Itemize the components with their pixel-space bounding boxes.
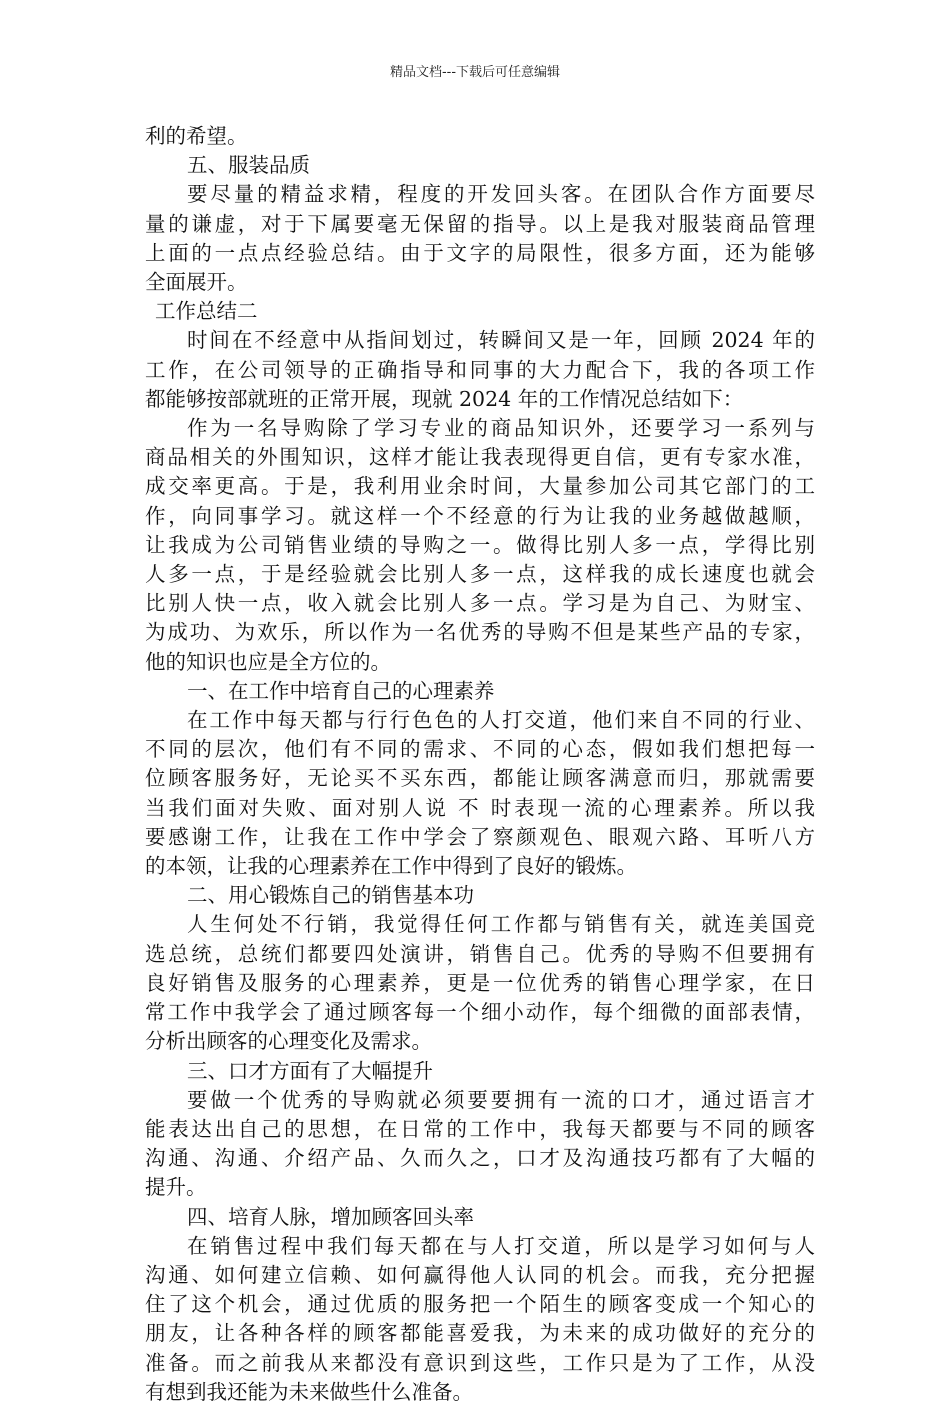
text-line: 四、培育人脉，增加顾客回头率 — [187, 1204, 474, 1229]
text-line: 让我成为公司销售业绩的导购之一。做得比别人多一点，学得比别 — [145, 532, 815, 557]
text-line: 为成功、为欢乐，所以作为一名优秀的导购不但是某些产品的专家， — [145, 620, 815, 645]
document-body — [145, 122, 815, 1407]
text-line: 量的谦虚，对于下属要毫无保留的指导。以上是我对服装商品管理 — [145, 211, 815, 236]
text-line: 人多一点，于是经验就会比别人多一点，这样我的成长速度也就会 — [145, 562, 815, 587]
text-line: 在销售过程中我们每天都在与人打交道，所以是学习如何与人 — [187, 1233, 815, 1258]
text-line: 他的知识也应是全方位的。 — [145, 649, 391, 674]
text-line: 都能够按部就班的正常开展，现就 2024 年的工作情况总结如下： — [145, 386, 744, 411]
text-line: 一、在工作中培育自己的心理素养 — [187, 678, 495, 703]
text-line: 朋友，让各种各样的顾客都能喜爱我，为未来的成功做好的充分的 — [145, 1321, 815, 1346]
text-line: 位顾客服务好，无论买不买东西，都能让顾客满意而归，那就需要 — [145, 766, 815, 791]
text-line: 能表达出自己的思想，在日常的工作中，我每天都要与不同的顾客 — [145, 1116, 815, 1141]
text-line: 的本领，让我的心理素养在工作中得到了良好的锻炼。 — [145, 854, 637, 879]
text-line: 要感谢工作，让我在工作中学会了察颜观色、眼观六路、耳听八方 — [145, 824, 815, 849]
text-line: 比别人快一点，收入就会比别人多一点。学习是为自己、为财宝、 — [145, 591, 815, 616]
text-line: 全面展开。 — [145, 270, 248, 295]
text-line: 三、口才方面有了大幅提升 — [187, 1058, 433, 1083]
text-line: 要做一个优秀的导购就必须要要拥有一流的口才，通过语言才 — [187, 1087, 815, 1112]
text-line: 工作总结二 — [155, 299, 258, 324]
text-line: 要尽量的精益求精，程度的开发回头客。在团队合作方面要尽 — [187, 182, 815, 207]
text-line: 有想到我还能为未来做些什么准备。 — [145, 1379, 473, 1404]
text-line: 常工作中我学会了通过顾客每一个细小动作，每个细微的面部表情， — [145, 1000, 815, 1025]
text-line: 住了这个机会，通过优质的服务把一个陌生的顾客变成一个知心的 — [145, 1292, 815, 1317]
text-line: 时间在不经意中从指间划过，转瞬间又是一年，回顾 2024 年的 — [187, 328, 815, 353]
text-line: 分析出顾客的心理变化及需求。 — [145, 1029, 432, 1054]
text-line: 五、服装品质 — [187, 153, 310, 178]
text-line: 准备。而之前我从来都没有意识到这些，工作只是为了工作，从没 — [145, 1350, 815, 1375]
text-line: 沟通、如何建立信赖、如何赢得他人认同的机会。而我，充分把握 — [145, 1262, 815, 1287]
text-line: 良好销售及服务的心理素养，更是一位优秀的销售心理学家，在日 — [145, 970, 815, 995]
text-line: 二、用心锻炼自己的销售基本功 — [187, 883, 474, 908]
text-line: 提升。 — [145, 1175, 207, 1200]
text-line: 作为一名导购除了学习专业的商品知识外，还要学习一系列与 — [187, 416, 815, 441]
text-line: 商品相关的外围知识，这样才能让我表现得更自信，更有专家水准， — [145, 445, 815, 470]
text-line: 成交率更高。于是，我利用业余时间，大量参加公司其它部门的工 — [145, 474, 815, 499]
page-header: 精品文档---下载后可任意编辑 — [389, 65, 561, 80]
text-line: 不同的层次，他们有不同的需求、不同的心态，假如我们想把每一 — [145, 737, 815, 762]
text-line: 利的希望。 — [145, 124, 248, 148]
text-line: 在工作中每天都与行行色色的人打交道，他们来自不同的行业、 — [187, 708, 815, 733]
text-line: 工作，在公司领导的正确指导和同事的大力配合下，我的各项工作 — [145, 357, 815, 382]
text-line: 作，向同事学习。就这样一个不经意的行为让我的业务越做越顺， — [145, 503, 815, 528]
text-line: 沟通、沟通、介绍产品、久而久之，口才及沟通技巧都有了大幅的 — [145, 1146, 815, 1171]
text-line: 人生何处不行销，我觉得任何工作都与销售有关，就连美国竞 — [187, 912, 815, 937]
text-line: 上面的一点点经验总结。由于文字的局限性，很多方面，还为能够 — [145, 240, 815, 265]
text-line: 当我们面对失败、面对别人说 不 时表现一流的心理素养。所以我 — [145, 795, 815, 820]
text-line: 选总统，总统们都要四处演讲，销售自己。优秀的导购不但要拥有 — [145, 941, 815, 966]
